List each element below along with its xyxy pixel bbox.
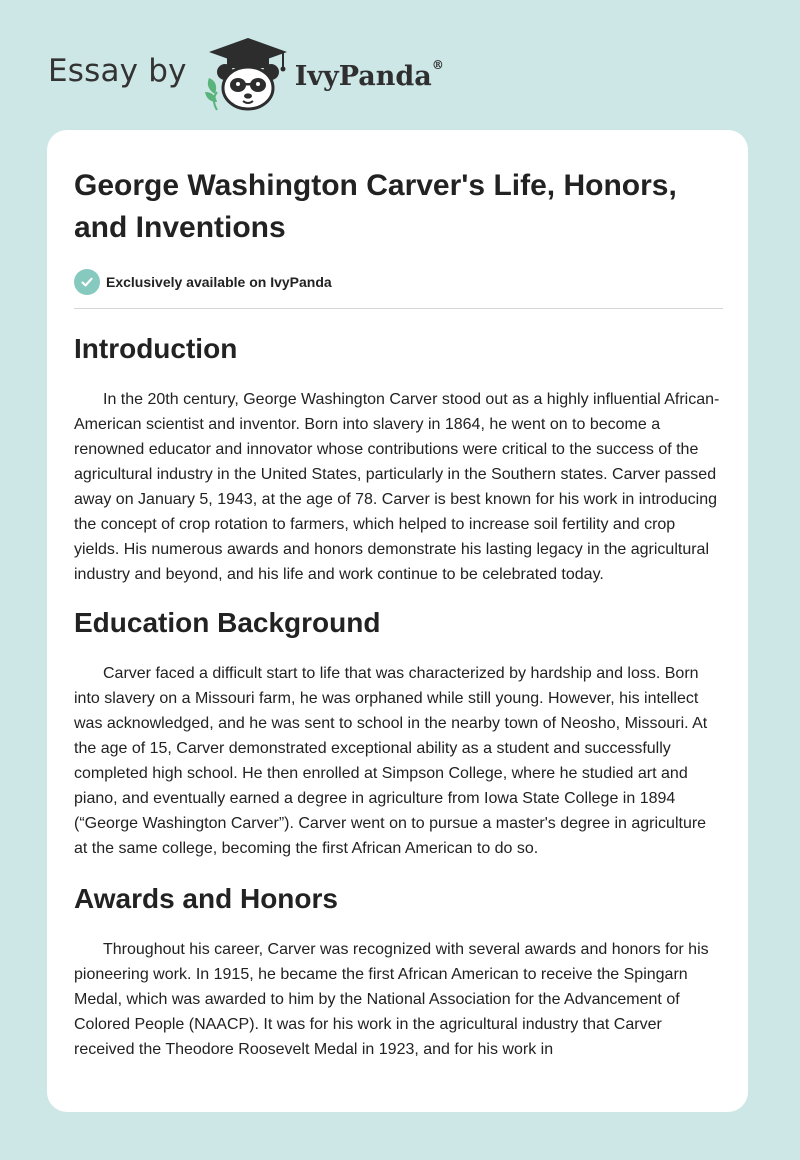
section-paragraph-education: Carver faced a difficult start to life that was characterized by hardship and loss. Born into slavery on a Missouri farm, he was orphaned while still young. However, his intellect was acknowledged, and he was sent to school in the nearby town of Neosho, Missouri. At the age of 15, Carver demonstrated exceptional ability as a student and successfully completed high school. He then enrolled at Simpson College, where he studied art and piano, and eventually earned a degree in agriculture from Iowa State College in 1894 (“George Washington Carver”). Carver went on to pursue a master's degree in agriculture at the same college, becoming the first African American to do so. [74, 665, 708, 857]
section-heading-education: Education Background [74, 607, 381, 638]
essay-content [74, 165, 723, 1062]
title-divider [74, 308, 723, 309]
exclusive-badge [74, 269, 723, 295]
exclusive-label: Exclusively available on IvyPanda [106, 274, 332, 290]
section-paragraph-introduction: In the 20th century, George Washington Carver stood out as a highly influential African-American scientist and inventor. Born into slavery in 1864, he went on to become a renowned educator and innovator whose contributions were critical to the success of the agricultural industry in the United States, particularly in the Southern states. Carver passed away on January 5, 1943, at the age of 78. Carver is best known for his work in introducing the concept of crop rotation to farmers, which helped to increase soil fertility and crop yields. His numerous awards and honors demonstrate his lasting legacy in the agricultural industry and beyond, and his life and work continue to be celebrated today. [74, 391, 720, 583]
section-heading-awards: Awards and Honors [74, 883, 338, 914]
page-title: George Washington Carver's Life, Honors, and Inventions [74, 169, 677, 244]
essay-by-label: Essay by [48, 53, 187, 89]
check-icon [74, 269, 100, 295]
brand-name[interactable]: IvyPanda® [294, 57, 444, 92]
panda-graduation-cap-icon[interactable] [203, 36, 293, 112]
essay-card [47, 130, 748, 1112]
section-paragraph-awards: Throughout his career, Carver was recognized with several awards and honors for his pioneering work. In 1915, he became the first African American to receive the Spingarn Medal, which was awarded to him by the National Association for the Advancement of Colored People (NAACP). It was for his work in the agricultural industry that Carver received the Theodore Roosevelt Medal in 1923, and for his work in [74, 941, 709, 1058]
registered-mark: ® [431, 57, 444, 72]
section-heading-introduction: Introduction [74, 333, 238, 364]
site-header [48, 34, 444, 114]
